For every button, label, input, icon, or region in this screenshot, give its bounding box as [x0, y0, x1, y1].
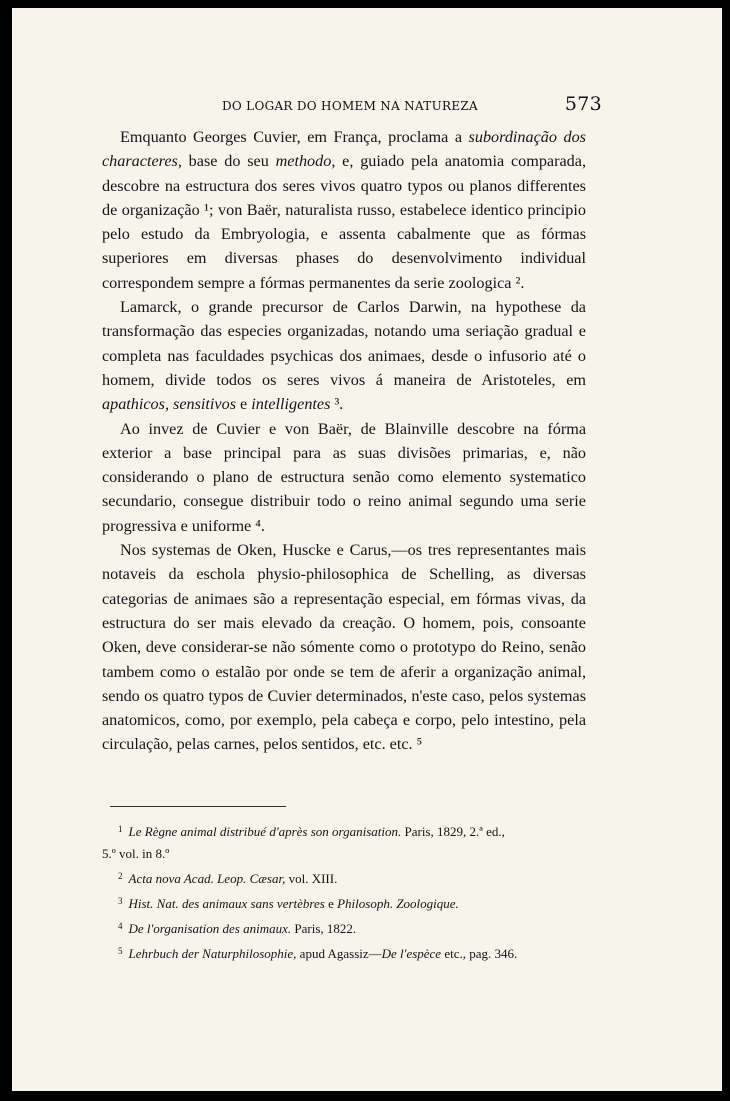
footnote-detail: Paris, 1822.: [291, 921, 357, 936]
page-number: 573: [564, 93, 602, 115]
footnote-detail: apud Agassiz—: [296, 946, 382, 961]
footnote-mark: 5: [118, 946, 123, 956]
main-text: [102, 125, 586, 757]
italic-span: subordinação dos characteres,: [102, 128, 586, 171]
footnote-title: Lehrbuch der Naturphilosophie,: [128, 946, 297, 961]
italic-span: intelligentes: [251, 395, 331, 414]
footnote-title: Le Règne animal distribué d'après son organisation.: [128, 824, 402, 839]
footnote-mark: 2: [118, 871, 123, 881]
footnote-detail: e: [324, 896, 338, 911]
text-span: Lamarck, o grande precursor de Carlos Darwin, na hypothese da transformação das especies organizadas, notando uma seriação gradual e completa nas faculdades psychicas dos animaes, desde o infusorio até o homem, divide todos os seres vivos á maneira de Aristoteles, em: [102, 298, 586, 389]
footnote-title: Hist. Nat. des animaux sans vertèbres: [128, 896, 325, 911]
paragraph-2: [102, 295, 586, 416]
footnote-title: Acta nova Acad. Leop. Cæsar,: [128, 871, 286, 886]
footnote-2: [102, 865, 586, 890]
footnote-detail: Paris, 1829, 2.ª ed.,: [401, 824, 505, 839]
footnote-4: [102, 915, 586, 940]
paragraph-3: Ao invez de Cuvier e von Baër, de Blainville descobre na fórma exterior a base principal para as suas divisões primarias, e, não considerando o plano de estructura senão como elemento systematico secundario, consegue distribuir todo o reino animal segundo uma serie progressiva e uniforme ⁴.: [102, 419, 586, 535]
footnote-mark: 3: [118, 896, 123, 906]
footnote-1: [102, 818, 586, 865]
footnote-title: De l'organisation des animaux.: [128, 921, 292, 936]
footnote-divider: [110, 806, 286, 807]
footnote-continuation: 5.º vol. in 8.º: [102, 846, 170, 861]
footnote-mark: 4: [118, 921, 123, 931]
running-title: DO LOGAR DO HOMEM NA NATUREZA: [222, 99, 479, 113]
footnote-3: [102, 890, 586, 915]
text-span: base do seu: [181, 152, 276, 171]
text-span: Emquanto Georges Cuvier, em França, proclama a: [120, 128, 469, 146]
paragraph-1: [102, 125, 586, 295]
footnotes: [102, 818, 586, 965]
italic-span: methodo,: [275, 152, 336, 171]
text-span: e: [236, 395, 252, 414]
text-span: ³.: [330, 395, 344, 414]
italic-span: apathicos, sensitivos: [102, 395, 236, 414]
footnote-5: [102, 940, 586, 965]
footnote-mark: 1: [118, 824, 123, 834]
text-span: e, guiado pela anatomia comparada, descobre na estructura dos seres vivos quatro typos ou planos differentes de organização ¹; von Baër, naturalista russo, estabelece identico principio pelo estudo da Embryologia, e assenta cabalmente que as fórmas superiores em diversas phases do desenvolvimento individual correspondem sempre a fórmas permanentes da serie zoologica ².: [102, 152, 586, 292]
footnote-detail-2: etc., pag. 346.: [441, 946, 518, 961]
footnote-title-2: De l'espèce: [381, 946, 442, 961]
paragraph-4: Nos systemas de Oken, Huscke e Carus,—os tres representantes mais notaveis da eschola physio-philosophica de Schelling, as diversas categorias de animaes são a representação especial, em fórmas vivas, da estructura do ser mais elevado da creação. O homem, pois, consoante Oken, deve considerar-se não sómente como o prototypo do Reino, senão tambem como o estalão por onde se tem de aferir a organização animal, sendo os quatro typos de Cuvier determinados, n'este caso, pelos systemas anatomicos, como, por exemplo, pela cabeça e corpo, pelo intestino, pela circulação, pelas carnes, pelos sentidos, etc. etc. ⁵: [102, 541, 586, 754]
footnote-detail: vol. XIII.: [285, 871, 338, 886]
footnote-title-2: Philosoph. Zoologique.: [337, 896, 459, 911]
